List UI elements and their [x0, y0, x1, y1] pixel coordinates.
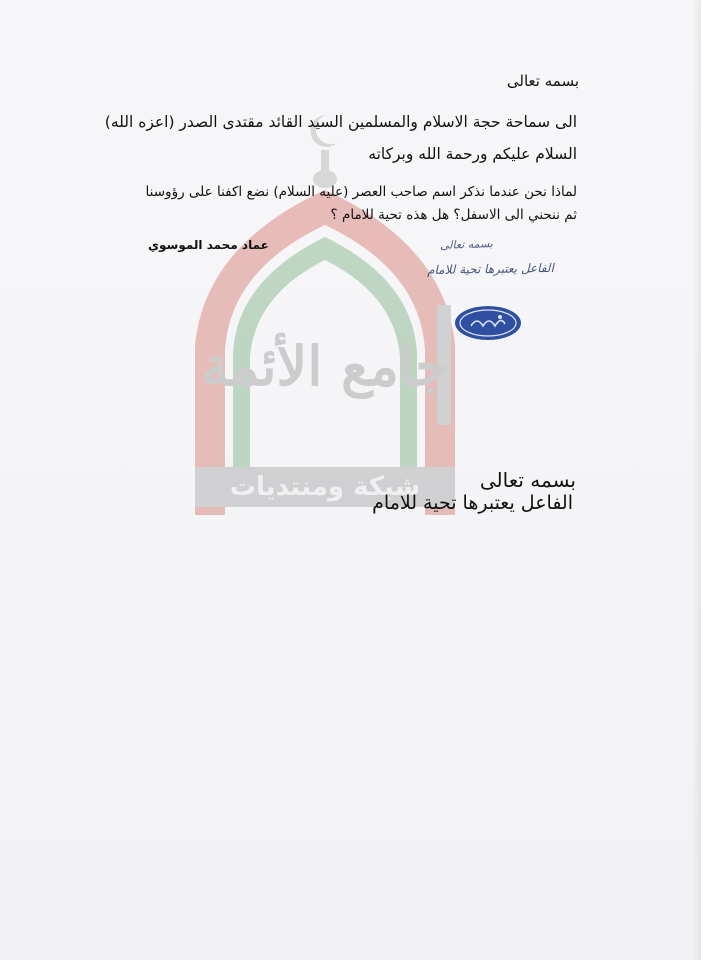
seal-stamp	[453, 304, 523, 342]
watermark-logo-text: جامع الأئمة	[201, 334, 449, 398]
handwritten-reply-line-1: بسمه تعالى	[439, 237, 494, 252]
letter-salutation: بسمه تعالى	[506, 72, 579, 90]
letter-greeting: السلام عليكم ورحمة الله وبركاته	[368, 145, 577, 163]
letter-question-line-2: ثم ننحني الى الاسفل؟ هل هذه تحية للامام ؟	[330, 207, 577, 223]
handwritten-reply-line-2: الفاعل يعتبرها تحية للامام	[426, 260, 554, 278]
watermark-banner-text: شبكة ومنتديات	[229, 472, 421, 502]
letter-address: الى سماحة حجة الاسلام والمسلمين السيد القائد مقتدى الصدر (اعزه الله)	[104, 113, 577, 131]
typed-reply-line-2: الفاعل يعتبرها تحية للامام	[372, 492, 573, 514]
typed-reply-line-1: بسمه تعالى	[479, 468, 576, 492]
letter-question-line-1: لماذا نحن عندما نذكر اسم صاحب العصر (عليه السلام) نضع اكفنا على رؤوسنا	[145, 184, 577, 200]
page-edge-shadow	[691, 0, 701, 960]
letter-author: عماد محمد الموسوي	[148, 238, 269, 252]
